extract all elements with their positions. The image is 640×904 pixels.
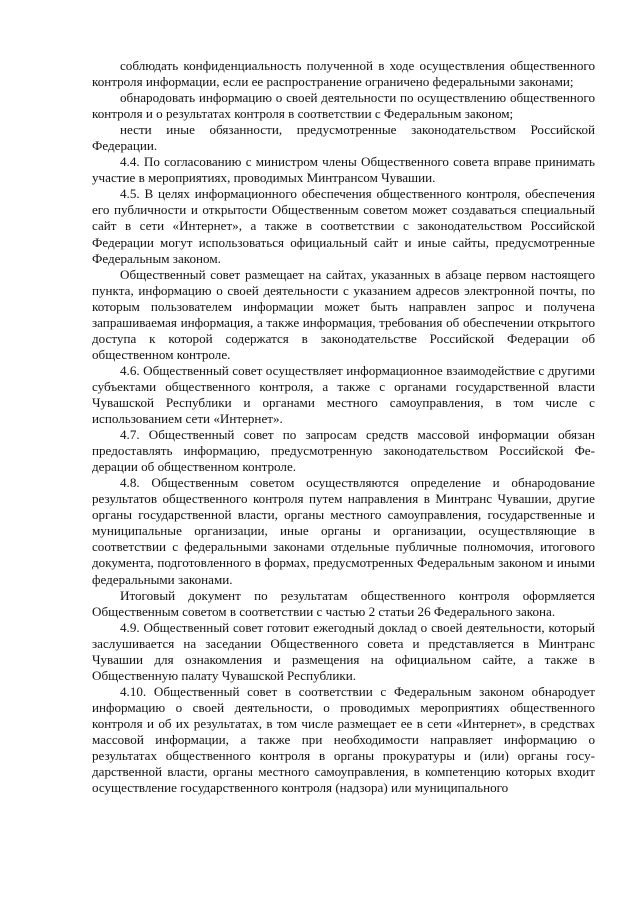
paragraph-4-10: 4.10. Общественный совет в соответствии с Федеральным законом обнародует информацию о своей деятельности, о проводимых мероприятиях общественного контроля и об их результатах, в том числе размещает ее в сети «Интернет», в средствах массовой информации, а также при необходимости направляет информацию о результатах общественного контроля в органы прокуратуры и (или) органы государственной власти, органы местного самоуправления, в компетенцию которых входит осуществление государственного контроля (надзора) или муниципального xyxy=(92,683,595,796)
document-body xyxy=(92,58,595,796)
paragraph-4-8: 4.8. Общественным советом осуществляются определение и обнародование результатов общественного контроля путем направления в Минтранс Чувашии, другие органы государственной власти, органы местного самоуправления, государственные и муниципальные организации, иные органы и организации, осуществляющие в соответствии с федеральными законами отдельные публичные полномочия, итогового документа, подготовленного в формах, предусмотренных Федеральным законом и иными федеральными законами. xyxy=(92,475,595,587)
paragraph-4-6: 4.6. Общественный совет осуществляет информационное взаимодействие с другими субъектами общественного контроля, а также с органами государственной власти Чувашской Республики и органами местного самоуправления, в том числе с использованием сети «Интернет». xyxy=(92,362,595,427)
paragraph-4-4: 4.4. По согласованию с министром члены Общественного совета вправе принимать участие в мероприятиях, проводимых Минтрансом Чувашии. xyxy=(92,154,595,186)
paragraph-4-7: 4.7. Общественный совет по запросам средств массовой информации обязан предоставлять информацию, предусмотренную законодательством Российской Федерации об общественном контроле. xyxy=(92,427,595,475)
paragraph-other-duties: нести иные обязанности, предусмотренные законодательством Российской Федерации. xyxy=(92,122,595,154)
paragraph-confidentiality: соблюдать конфиденциальность полученной в ходе осуществления общественного контроля информации, если ее распространение ограничено федеральными законами; xyxy=(92,58,595,90)
paragraph-4-8-cont: Итоговый документ по результатам общественного контроля оформляется Общественным советом в соответствии с частью 2 статьи 26 Федерального закона. xyxy=(92,587,595,619)
paragraph-publish-info: обнародовать информацию о своей деятельности по осуществлению общественного контроля и о результатах контроля в соответствии с Федеральным законом; xyxy=(92,90,595,122)
paragraph-4-5: 4.5. В целях информационного обеспечения общественного контроля, обеспечения его публичности и открытости Общественным советом может создаваться специальный сайт в сети «Интернет», а также в соответствии с законодательством Российской Федерации могут использоваться официальный сайт и иные сайты, предусмотренные Федеральным законом. xyxy=(92,186,595,266)
paragraph-4-9: 4.9. Общественный совет готовит ежегодный доклад о своей деятельности, который заслушивается на заседании Общественного совета и представляется в Минтранс Чувашии для ознакомления и размещения на официальном сайте, а также в Общественную палату Чувашской Республики. xyxy=(92,619,595,683)
paragraph-4-5-cont: Общественный совет размещает на сайтах, указанных в абзаце первом настоящего пункта, информацию о своей деятельности с указанием адресов электронной почты, по которым пользователем информации может быть направлен запрос и получена запрашиваемая информация, а также информация, требования об обеспечении открытого доступа к которой содержатся в законодательстве Российской Федерации об общественном контроле. xyxy=(92,266,595,362)
